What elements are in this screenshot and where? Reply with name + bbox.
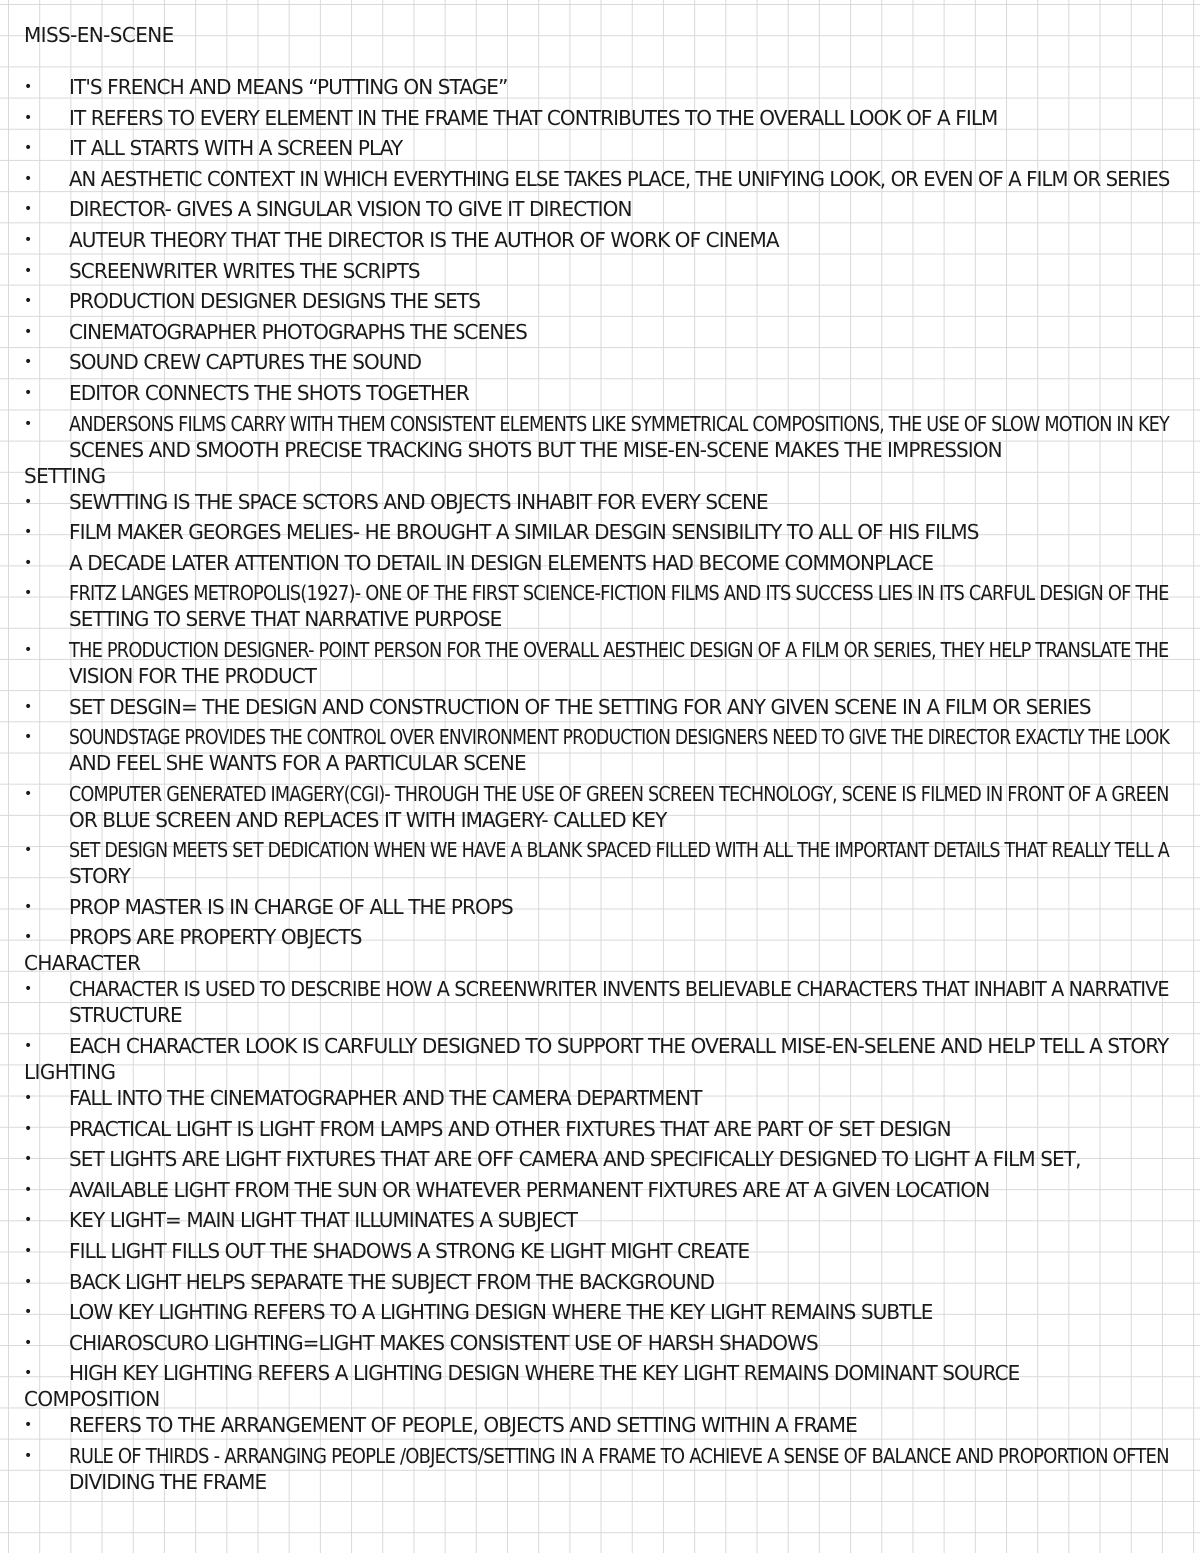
list-item [24, 694, 1184, 720]
list-item-text: AUTEUR THEORY THAT THE DIRECTOR IS THE AUTHOR OF WORK OF CINEMA [69, 227, 779, 252]
bullet-icon: • [24, 354, 32, 371]
list-item-text: EDITOR CONNECTS THE SHOTS TOGETHER [69, 380, 469, 405]
list-item-text: PROP MASTER IS IN CHARGE OF ALL THE PROPS [69, 894, 513, 919]
intro-list [24, 74, 1184, 463]
list-item-text: SET DESGIN= THE DESIGN AND CONSTRUCTION OF THE SETTING FOR ANY GIVEN SCENE IN A FILM OR SERIES [69, 694, 1091, 719]
list-item-text: AND FEEL SHE WANTS FOR A PARTICULAR SCENE [69, 751, 526, 776]
list-item-text: STRUCTURE [69, 1003, 182, 1028]
list-item [24, 258, 1184, 284]
bullet-icon: • [24, 1417, 32, 1434]
list-item [24, 1269, 1184, 1295]
list-item-text: A DECADE LATER ATTENTION TO DETAIL IN DESIGN ELEMENTS HAD BECOME COMMONPLACE [69, 550, 934, 575]
bullet-icon: • [24, 524, 32, 541]
list-item [24, 319, 1184, 345]
bullet-icon: • [24, 898, 32, 915]
bullet-icon: • [24, 785, 32, 802]
list-item [24, 1412, 1184, 1438]
list-item-text: IT REFERS TO EVERY ELEMENT IN THE FRAME THAT CONTRIBUTES TO THE OVERALL LOOK OF A FILM [69, 105, 998, 130]
bullet-icon: • [24, 1181, 32, 1198]
list-item-text: SCREENWRITER WRITES THE SCRIPTS [69, 258, 420, 283]
list-item [24, 1207, 1184, 1233]
section-heading: SETTING [24, 463, 106, 488]
page-title: MISS-EN-SCENE [24, 23, 174, 47]
list-item-text: RULE OF THIRDS - ARRANGING PEOPLE /OBJECTS/SETTING IN A FRAME TO ACHIEVE A SENSE OF BALANCE AND PROPORTION OFTEN [69, 1444, 1169, 1468]
section-setting [24, 463, 1184, 951]
list-item-text: DIRECTOR- GIVES A SINGULAR VISION TO GIVE IT DIRECTION [69, 197, 632, 222]
list-item [24, 1177, 1184, 1203]
bullet-icon: • [24, 1090, 32, 1107]
bullet-icon: • [24, 262, 32, 279]
list-item-text: SOUND CREW CAPTURES THE SOUND [69, 350, 422, 375]
bullet-icon: • [24, 1365, 32, 1382]
spacer [24, 48, 1184, 74]
list-item-text: DIVIDING THE FRAME [69, 1470, 267, 1494]
bullet-icon: • [24, 170, 32, 187]
list-item [24, 1299, 1184, 1325]
sections [24, 463, 1184, 1495]
list-item [24, 1330, 1184, 1356]
bullet-icon: • [24, 323, 32, 340]
list-item [24, 288, 1184, 314]
list-item-text: ANDERSONS FILMS CARRY WITH THEM CONSISTENT ELEMENTS LIKE SYMMETRICAL COMPOSITIONS, THE USE OF SLOW MOTION IN KEY [69, 411, 1169, 436]
list-item [24, 924, 1184, 950]
bullet-icon: • [24, 109, 32, 126]
bullet-icon: • [24, 1151, 32, 1168]
bullet-icon: • [24, 293, 32, 310]
list-item [24, 837, 1184, 889]
bullet-icon: • [24, 1273, 32, 1290]
list-item [24, 380, 1184, 406]
list-item [24, 105, 1184, 131]
list-item-text: FILM MAKER GEORGES MELIES- HE BROUGHT A SIMILAR DESGIN SENSIBILITY TO ALL OF HIS FILMS [69, 520, 979, 545]
bullet-icon: • [24, 415, 32, 432]
list-item-text: VISION FOR THE PRODUCT [69, 663, 317, 688]
bullet-icon: • [24, 1243, 32, 1260]
list-item-text: REFERS TO THE ARRANGEMENT OF PEOPLE, OBJECTS AND SETTING WITHIN A FRAME [69, 1413, 857, 1438]
list-item [24, 1238, 1184, 1264]
list-item [24, 976, 1184, 1028]
list-item [24, 724, 1184, 776]
bullet-icon: • [24, 1304, 32, 1321]
bullet-icon: • [24, 981, 32, 998]
list-item [24, 781, 1184, 833]
list-item-text: COMPUTER GENERATED IMAGERY(CGI)- THROUGH THE USE OF GREEN SCREEN TECHNOLOGY, SCENE IS FILMED IN FRONT OF A GREEN [69, 781, 1169, 806]
section-lighting [24, 1059, 1184, 1386]
bullet-icon: • [24, 201, 32, 218]
list-item-text: CHIAROSCURO LIGHTING=LIGHT MAKES CONSISTENT USE OF HARSH SHADOWS [69, 1330, 818, 1355]
bullet-icon: • [24, 641, 32, 658]
bullet-icon: • [24, 1038, 32, 1055]
section-composition [24, 1386, 1184, 1495]
list-item-text: FRITZ LANGES METROPOLIS(1927)- ONE OF THE FIRST SCIENCE-FICTION FILMS AND ITS SUCCESS LIES IN ITS CARFUL DESIGN OF THE [69, 581, 1169, 606]
list-item-text: SET LIGHTS ARE LIGHT FIXTURES THAT ARE OFF CAMERA AND SPECIFICALLY DESIGNED TO LIGHT A FILM SET, [69, 1147, 1081, 1172]
bullet-icon: • [24, 1212, 32, 1229]
bullet-icon: • [24, 384, 32, 401]
list-item [24, 1085, 1184, 1111]
list-item-text: CHARACTER IS USED TO DESCRIBE HOW A SCREENWRITER INVENTS BELIEVABLE CHARACTERS THAT INHABIT A NARRATIVE [69, 977, 1169, 1002]
list-item-text: IT ALL STARTS WITH A SCREEN PLAY [69, 136, 403, 161]
bullet-icon: • [24, 1448, 32, 1464]
section-heading: COMPOSITION [24, 1387, 160, 1412]
bullet-icon: • [24, 231, 32, 248]
list-item [24, 894, 1184, 920]
list-item [24, 1033, 1184, 1059]
list-item-text: SCENES AND SMOOTH PRECISE TRACKING SHOTS BUT THE MISE-EN-SCENE MAKES THE IMPRESSION [69, 437, 1002, 462]
bullet-icon: • [24, 554, 32, 571]
list-item-text: AVAILABLE LIGHT FROM THE SUN OR WHATEVER PERMANENT FIXTURES ARE AT A GIVEN LOCATION [69, 1177, 990, 1202]
section-heading: LIGHTING [24, 1060, 116, 1085]
list-item [24, 166, 1184, 192]
list-item-text: SOUNDSTAGE PROVIDES THE CONTROL OVER ENVIRONMENT PRODUCTION DESIGNERS NEED TO GIVE THE DIRECTOR EXACTLY THE LOOK [69, 725, 1170, 750]
list-item [24, 1116, 1184, 1142]
list-item-text: EACH CHARACTER LOOK IS CARFULLY DESIGNED TO SUPPORT THE OVERALL MISE-EN-SELENE AND HELP TELL A STORY [69, 1034, 1169, 1059]
list-item-text: IT'S FRENCH AND MEANS “PUTTING ON STAGE” [69, 75, 508, 99]
bullet-icon: • [24, 698, 32, 715]
list-item [24, 135, 1184, 161]
list-item-text: SET DESIGN MEETS SET DEDICATION WHEN WE HAVE A BLANK SPACED FILLED WITH ALL THE IMPORTANT DETAILS THAT REALLY TELL A [69, 838, 1169, 863]
list-item [24, 489, 1184, 515]
list-item-text: HIGH KEY LIGHTING REFERS A LIGHTING DESIGN WHERE THE KEY LIGHT REMAINS DOMINANT SOURCE [69, 1361, 1020, 1386]
list-item-text: BACK LIGHT HELPS SEPARATE THE SUBJECT FROM THE BACKGROUND [69, 1269, 715, 1294]
list-item-text: SEWTTING IS THE SPACE SCTORS AND OBJECTS INHABIT FOR EVERY SCENE [69, 489, 768, 514]
bullet-icon: • [24, 729, 32, 746]
list-item-text: STORY [69, 864, 130, 889]
list-item [24, 196, 1184, 222]
list-item [24, 349, 1184, 375]
list-item-text: AN AESTHETIC CONTEXT IN WHICH EVERYTHING ELSE TAKES PLACE, THE UNIFYING LOOK, OR EVEN OF A FILM OR SERIES [69, 166, 1170, 191]
list-item [24, 411, 1184, 463]
list-item-text: FALL INTO THE CINEMATOGRAPHER AND THE CAMERA DEPARTMENT [69, 1086, 702, 1111]
list-item [24, 519, 1184, 545]
list-item-text: KEY LIGHT= MAIN LIGHT THAT ILLUMINATES A SUBJECT [69, 1208, 578, 1233]
bullet-icon: • [24, 842, 32, 859]
list-item-text: OR BLUE SCREEN AND REPLACES IT WITH IMAGERY- CALLED KEY [69, 807, 667, 832]
bullet-icon: • [24, 1120, 32, 1137]
section-heading: CHARACTER [24, 951, 141, 976]
bullet-icon: • [24, 585, 32, 602]
list-item-text: FILL LIGHT FILLS OUT THE SHADOWS A STRONG KE LIGHT MIGHT CREATE [69, 1239, 750, 1264]
bullet-icon: • [24, 79, 32, 95]
list-item-text: THE PRODUCTION DESIGNER- POINT PERSON FOR THE OVERALL AESTHEIC DESIGN OF A FILM OR SERIES, THEY HELP TRANSLATE THE [69, 637, 1169, 662]
section-character [24, 950, 1184, 1059]
list-item [24, 227, 1184, 253]
list-item [24, 1146, 1184, 1172]
bullet-icon: • [24, 493, 32, 510]
list-item-text: PRODUCTION DESIGNER DESIGNS THE SETS [69, 289, 481, 314]
bullet-icon: • [24, 140, 32, 157]
list-item-text: PROPS ARE PROPERTY OBJECTS [69, 925, 362, 950]
bullet-icon: • [24, 1334, 32, 1351]
list-item [24, 580, 1184, 632]
list-item [24, 637, 1184, 689]
bullet-icon: • [24, 929, 32, 946]
list-item-text: SETTING TO SERVE THAT NARRATIVE PURPOSE [69, 607, 502, 632]
list-item-text: PRACTICAL LIGHT IS LIGHT FROM LAMPS AND OTHER FIXTURES THAT ARE PART OF SET DESIGN [69, 1116, 951, 1141]
list-item-text: CINEMATOGRAPHER PHOTOGRAPHS THE SCENES [69, 319, 527, 344]
list-item-text: LOW KEY LIGHTING REFERS TO A LIGHTING DESIGN WHERE THE KEY LIGHT REMAINS SUBTLE [69, 1300, 933, 1325]
list-item [24, 74, 1184, 100]
list-item [24, 1360, 1184, 1386]
list-item [24, 1443, 1184, 1495]
list-item [24, 550, 1184, 576]
